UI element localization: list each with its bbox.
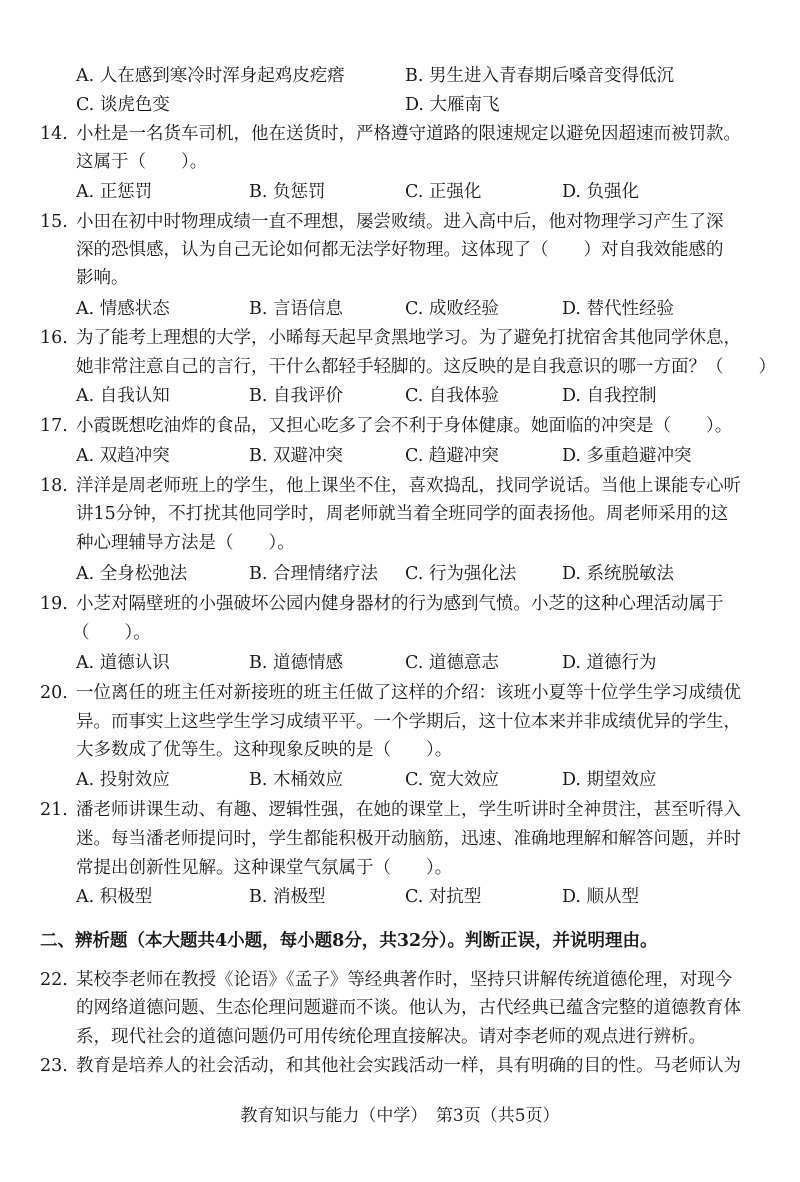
q21-option-c: C. 对抗型 bbox=[405, 887, 482, 907]
q19-option-d: D. 道德行为 bbox=[562, 653, 657, 673]
q16-option-b: B. 自我评价 bbox=[249, 386, 343, 406]
q19-number: 19. bbox=[40, 594, 68, 614]
q17-option-a: A. 双趋冲突 bbox=[76, 446, 170, 466]
q21-number: 21. bbox=[40, 800, 68, 820]
q20-line: 一位离任的班主任对新接班的班主任做了这样的介绍：该班小夏等十位学生学习成绩优 bbox=[76, 683, 741, 703]
q21-option-d: D. 顺从型 bbox=[562, 887, 640, 907]
q17-line: 小霞既想吃油炸的食品，又担心吃多了会不利于身体健康。她面临的冲突是（ ）。 bbox=[76, 416, 733, 436]
q14-option-c: C. 正强化 bbox=[405, 182, 482, 202]
q16-line: 她非常注意自己的言行，干什么都轻手轻脚的。这反映的是自我意识的哪一方面？（ ） bbox=[76, 357, 776, 377]
q22-line: 系，现代社会的道德问题仍可用传统伦理直接解决。请对李老师的观点进行辨析。 bbox=[76, 1027, 706, 1047]
q18-line: 洋洋是周老师班上的学生，他上课坐不住，喜欢捣乱，找同学说话。当他上课能专心听 bbox=[76, 476, 741, 496]
q20-option-d: D. 期望效应 bbox=[562, 770, 657, 790]
q19-option-c: C. 道德意志 bbox=[405, 653, 499, 673]
q15-line: 小田在初中时物理成绩一直不理想，屡尝败绩。进入高中后，他对物理学习产生了深 bbox=[76, 212, 724, 232]
q14-option-a: A. 正惩罚 bbox=[76, 182, 153, 202]
q20-option-c: C. 宽大效应 bbox=[405, 770, 499, 790]
q14-option-b: B. 负惩罚 bbox=[249, 182, 326, 202]
q14-option-d: D. 负强化 bbox=[562, 182, 640, 202]
q15-line: 深的恐惧感，认为自己无论如何都无法学好物理。这体现了（ ）对自我效能感的 bbox=[76, 240, 724, 260]
q18-option-c: C. 行为强化法 bbox=[405, 564, 517, 584]
q16-option-c: C. 自我体验 bbox=[405, 386, 499, 406]
q19-option-b: B. 道德情感 bbox=[249, 653, 343, 673]
q17-number: 17. bbox=[40, 416, 68, 436]
q21-line: 潘老师讲课生动、有趣、逻辑性强，在她的课堂上，学生听讲时全神贯注，甚至听得入 bbox=[76, 800, 741, 820]
q21-option-a: A. 积极型 bbox=[76, 887, 153, 907]
q21-line: 迷。每当潘老师提问时，学生都能积极开动脑筋，迅速、准确地理解和解答问题，并时 bbox=[76, 829, 741, 849]
q18-option-b: B. 合理情绪疗法 bbox=[249, 564, 378, 584]
q21-option-b: B. 消极型 bbox=[249, 887, 326, 907]
q15-option-a: A. 情感状态 bbox=[76, 299, 170, 319]
q18-number: 18. bbox=[40, 476, 68, 496]
q15-option-b: B. 言语信息 bbox=[249, 299, 343, 319]
q19-line: 小芝对隔壁班的小强破坏公园内健身器材的行为感到气愤。小芝的这种心理活动属于 bbox=[76, 594, 724, 614]
q13-option-d: D. 大雁南飞 bbox=[405, 95, 500, 115]
q19-option-a: A. 道德认识 bbox=[76, 653, 170, 673]
q13-option-c: C. 谈虎色变 bbox=[76, 95, 170, 115]
q22-line: 的网络道德问题、生态伦理问题避而不谈。他认为，古代经典已蕴含完整的道德教育体 bbox=[76, 998, 741, 1018]
q16-line: 为了能考上理想的大学，小晞每天起早贪黑地学习。为了避免打扰宿舍其他同学休息， bbox=[76, 328, 741, 348]
q20-number: 20. bbox=[40, 683, 68, 703]
q18-line: 种心理辅导方法是（ ）。 bbox=[76, 533, 295, 553]
q16-option-a: A. 自我认知 bbox=[76, 386, 170, 406]
q13-option-b: B. 男生进入青春期后嗓音变得低沉 bbox=[405, 66, 674, 86]
q20-option-b: B. 木桶效应 bbox=[249, 770, 343, 790]
q17-option-d: D. 多重趋避冲突 bbox=[562, 446, 692, 466]
q15-line: 影响。 bbox=[76, 268, 129, 288]
q19-line: （ ）。 bbox=[72, 623, 151, 643]
q16-option-d: D. 自我控制 bbox=[562, 386, 657, 406]
q15-option-d: D. 替代性经验 bbox=[562, 299, 675, 319]
q13-option-a: A. 人在感到寒冷时浑身起鸡皮疙瘩 bbox=[76, 66, 345, 86]
q23-number: 23. bbox=[40, 1056, 68, 1076]
q22-number: 22. bbox=[40, 970, 68, 990]
q17-option-b: B. 双避冲突 bbox=[249, 446, 343, 466]
q22-line: 某校李老师在教授《论语》《孟子》等经典著作时，坚持只讲解传统道德伦理，对现今 bbox=[76, 970, 733, 990]
q20-option-a: A. 投射效应 bbox=[76, 770, 170, 790]
q21-line: 常提出创新性见解。这种课堂气氛属于（ ）。 bbox=[76, 858, 453, 878]
q14-number: 14. bbox=[40, 124, 68, 144]
q20-line: 大多数成了优等生。这种现象反映的是（ ）。 bbox=[76, 740, 453, 760]
q18-option-a: A. 全身松弛法 bbox=[76, 564, 188, 584]
section-heading: 二、辨析题（本大题共4小题，每小题8分，共32分）。判断正误，并说明理由。 bbox=[40, 931, 658, 951]
q18-option-d: D. 系统脱敏法 bbox=[562, 564, 675, 584]
q16-number: 16. bbox=[40, 328, 68, 348]
q23-line: 教育是培养人的社会活动，和其他社会实践活动一样，具有明确的目的性。马老师认为 bbox=[76, 1056, 741, 1076]
q14-line: 小杜是一名货车司机，他在送货时，严格遵守道路的限速规定以避免因超速而被罚款。 bbox=[76, 124, 741, 144]
q18-line: 讲15分钟，不打扰其他同学时，周老师就当着全班同学的面表扬他。周老师采用的这 bbox=[76, 504, 729, 524]
q20-line: 异。而事实上这些学生学习成绩平平。一个学期后，这十位本来并非成绩优异的学生， bbox=[76, 712, 741, 732]
q15-number: 15. bbox=[40, 212, 68, 232]
q14-line: 这属于（ ）。 bbox=[76, 152, 208, 172]
q15-option-c: C. 成败经验 bbox=[405, 299, 499, 319]
q17-option-c: C. 趋避冲突 bbox=[405, 446, 499, 466]
page-footer: 教育知识与能力（中学） 第3页（共5页） bbox=[240, 1106, 560, 1126]
